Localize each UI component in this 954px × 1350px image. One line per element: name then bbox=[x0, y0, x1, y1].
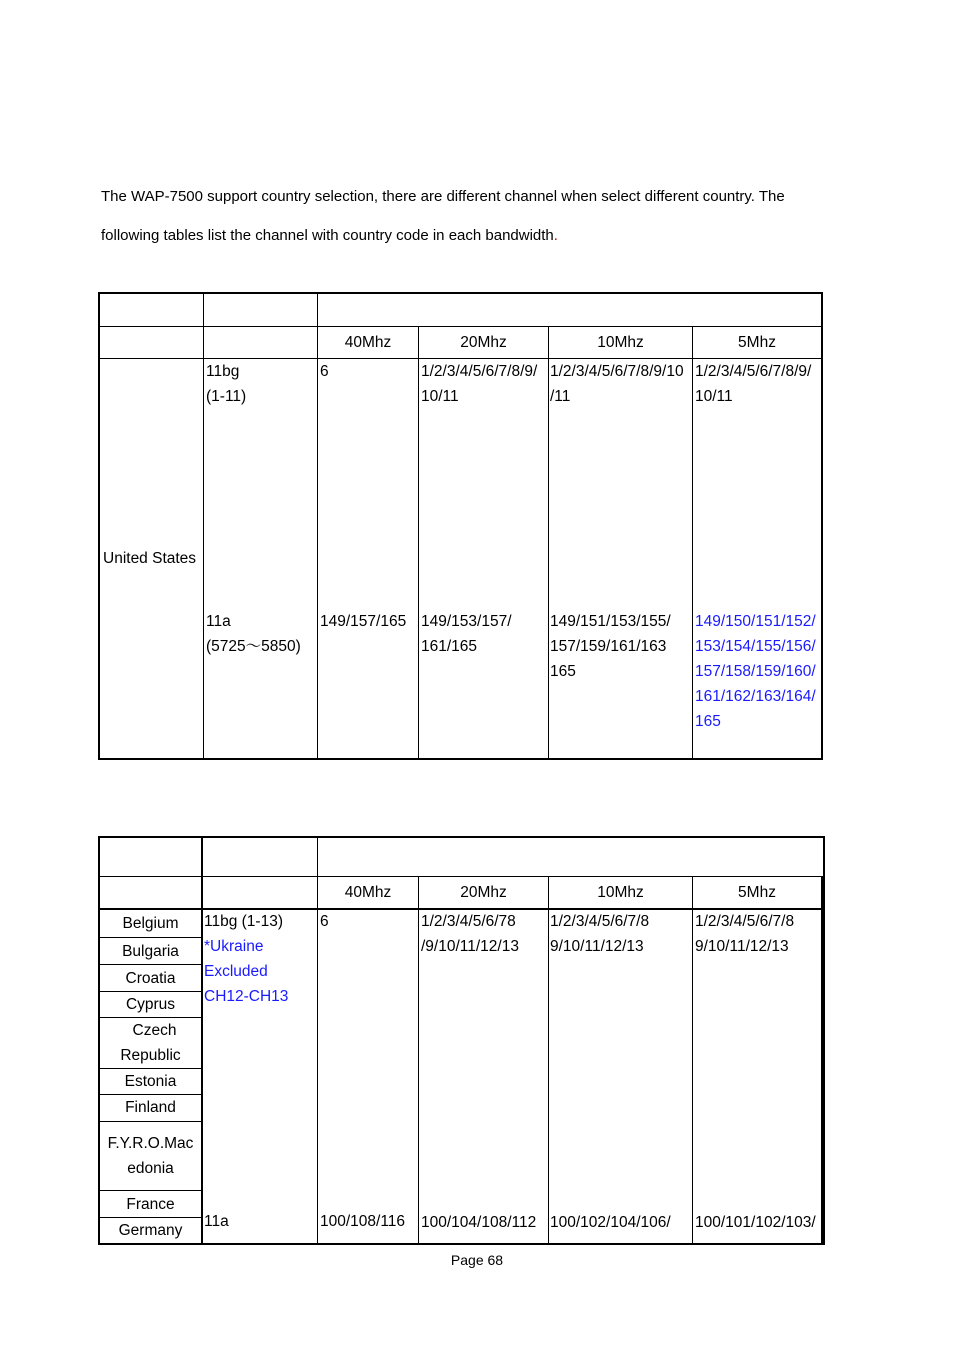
t1-a-5: 149/150/151/152/ 153/154/155/156/ 157/158/159/160/ 161/162/163/164/ 165 bbox=[695, 613, 816, 730]
t2-bg-40: 6 bbox=[320, 913, 329, 930]
t1-header-40mhz: 40Mhz bbox=[344, 334, 392, 351]
page-number: Page 68 bbox=[450, 1252, 504, 1268]
t1-country: United States bbox=[103, 550, 197, 567]
t2-country-belgium: Belgium bbox=[122, 915, 179, 932]
t1-bg-40: 6 bbox=[320, 363, 329, 380]
t1-header-10mhz: 10Mhz bbox=[597, 334, 644, 351]
t2-a-5: 100/101/102/103/ bbox=[695, 1214, 816, 1231]
t2-header-20mhz: 20Mhz bbox=[460, 884, 507, 901]
t1-bg-20: 1/2/3/4/5/6/7/8/9/ 10/11 bbox=[421, 363, 538, 405]
t2-a-40: 100/108/116 bbox=[320, 1213, 406, 1230]
t2-country-cyprus: Cyprus bbox=[125, 996, 176, 1013]
t1-a-20: 149/153/157/ 161/165 bbox=[421, 613, 512, 655]
t2-ukraine-note: *Ukraine Excluded CH12-CH13 bbox=[204, 938, 289, 1005]
t2-country-czech-republic: Czech Republic bbox=[120, 1022, 181, 1064]
intro-line-1: The WAP-7500 support country selection, there are different channel when select different country. The bbox=[101, 188, 785, 205]
t2-country-germany: Germany bbox=[118, 1222, 183, 1239]
t2-header-10mhz: 10Mhz bbox=[597, 884, 644, 901]
t2-country-france: France bbox=[126, 1196, 175, 1213]
t2-header-40mhz: 40Mhz bbox=[344, 884, 392, 901]
intro-period: . bbox=[553, 227, 558, 244]
intro-line-2 bbox=[101, 227, 558, 244]
t2-a-10: 100/102/104/106/ bbox=[550, 1214, 671, 1231]
t1-band-a: 11a (5725～5850) bbox=[206, 613, 301, 655]
t2-country-finland: Finland bbox=[125, 1099, 176, 1116]
t2-country-bulgaria: Bulgaria bbox=[122, 943, 179, 960]
t2-band-a: 11a bbox=[204, 1213, 229, 1230]
t2-bg-20: 1/2/3/4/5/6/78 /9/10/11/12/13 bbox=[421, 913, 519, 955]
t2-band-bg: 11bg (1-13) bbox=[204, 913, 283, 930]
t2-country-croatia: Croatia bbox=[125, 970, 176, 987]
t1-a-10: 149/151/153/155/ 157/159/161/163 165 bbox=[550, 613, 671, 680]
t1-a-40: 149/157/165 bbox=[320, 613, 407, 630]
t1-header-5mhz: 5Mhz bbox=[738, 334, 776, 351]
t1-bg-5: 1/2/3/4/5/6/7/8/9/ 10/11 bbox=[695, 363, 812, 405]
t2-bg-5: 1/2/3/4/5/6/7/8 9/10/11/12/13 bbox=[695, 913, 795, 955]
t1-header-20mhz: 20Mhz bbox=[460, 334, 507, 351]
t2-country-estonia: Estonia bbox=[124, 1073, 177, 1090]
t2-a-20: 100/104/108/112 bbox=[421, 1214, 537, 1231]
t2-country-macedonia: F.Y.R.O.Mac edonia bbox=[107, 1135, 194, 1177]
t1-bg-10: 1/2/3/4/5/6/7/8/9/10 /11 bbox=[550, 363, 684, 405]
t1-band-bg: 11bg (1-11) bbox=[206, 363, 247, 405]
t2-bg-10: 1/2/3/4/5/6/7/8 9/10/11/12/13 bbox=[550, 913, 650, 955]
intro-line-2-text: following tables list the channel with country code in each bandwidth bbox=[101, 227, 554, 244]
t2-header-5mhz: 5Mhz bbox=[738, 884, 776, 901]
